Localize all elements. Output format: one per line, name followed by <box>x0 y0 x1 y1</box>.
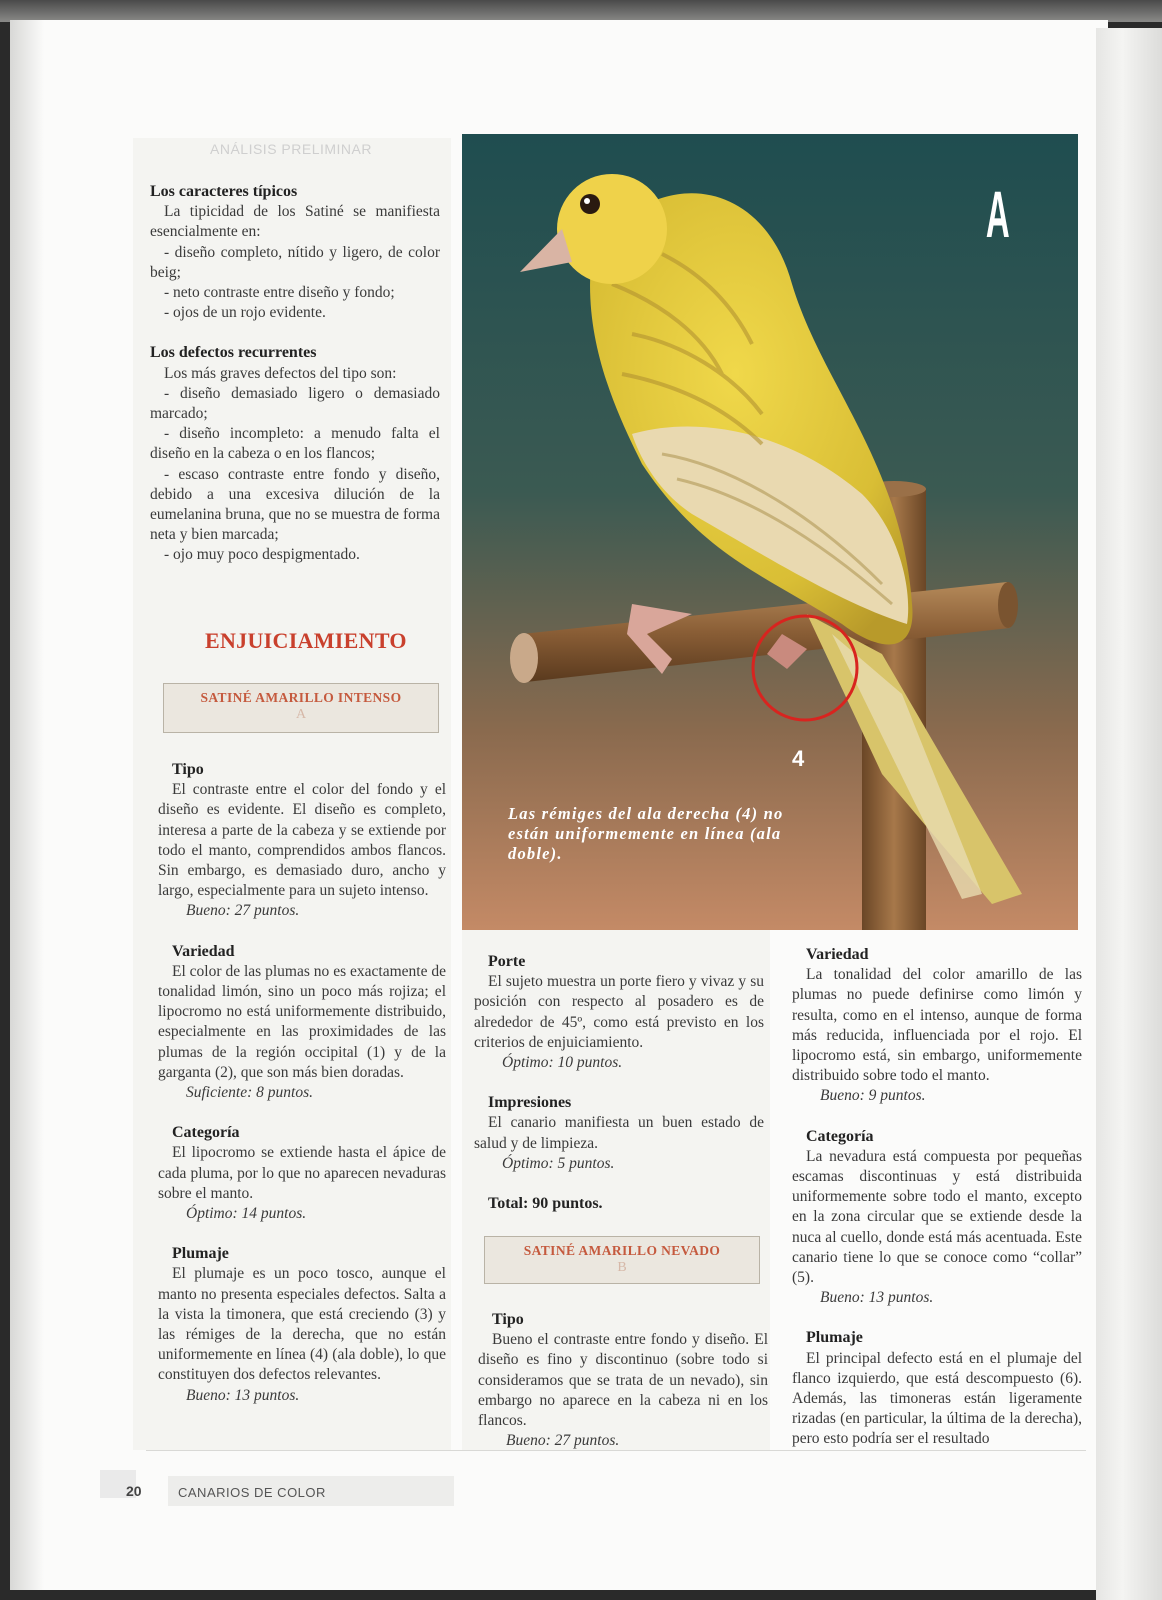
categoria-score: Óptimo: 14 puntos. <box>186 1205 307 1223</box>
tipo-score: Bueno: 27 puntos. <box>186 902 300 920</box>
col2-b-text <box>478 1310 768 1451</box>
impresiones-text: El canario manifiesta un buen estado de salud y de limpieza. <box>474 1114 764 1152</box>
box-a-letter: A <box>295 707 307 722</box>
col3-text <box>792 945 1082 1450</box>
total-score: Total: 90 puntos. <box>488 1195 603 1213</box>
variedad-b-text: La tonalidad del color amarillo de las plumas no puede definirse como limón y resulta, como en el intenso, aunque de forma más reducida, influenciada por el rojo. El lipocromo está, sin embargo, uniformemente distribuido sobre todo el manto. <box>792 966 1082 1085</box>
page-gutter-shadow <box>10 20 44 1590</box>
plumaje-title: Plumaje <box>172 1245 229 1263</box>
typical-title: Los caracteres típicos <box>150 183 298 200</box>
categoria-b-title: Categoría <box>806 1127 874 1145</box>
categoria-title: Categoría <box>172 1124 240 1142</box>
box-b-title: SATINÉ AMARILLO NEVADO <box>523 1243 721 1258</box>
plumaje-score: Bueno: 13 puntos. <box>186 1386 300 1404</box>
page-number: 20 <box>126 1483 142 1499</box>
categoria-text: El lipocromo se extiende hasta el ápice de cada pluma, por lo que no aparecen nevaduras sobre el manto. <box>158 1144 446 1202</box>
judging-heading: ENJUICIAMIENTO <box>205 628 407 653</box>
tipo-title: Tipo <box>172 761 204 778</box>
defects-item: - escaso contraste entre fondo y diseño, debido a una excesiva dilución de la eumelanina bruna, que no se muestra de forma neta y bien marcada; <box>150 465 440 544</box>
variedad-score: Suficiente: 8 puntos. <box>186 1084 313 1102</box>
categoria-b-score: Bueno: 13 puntos. <box>820 1289 934 1307</box>
porte-text: El sujeto muestra un porte fiero y vivaz y su posición con respecto al posadero es de alrededor de 45º, como está previsto en los criterios de enjuiciamiento. <box>474 973 764 1051</box>
tipo-text: El contraste entre el color del fondo y el diseño es evidente. El diseño es completo, interesa a parte de la cabeza y se extiende por todo el manto, comprendidos ambos flancos. Sin embargo, es demasiado duro, ancho y largo, especialmente para un sujeto intenso. <box>158 781 446 900</box>
impresiones-score: Óptimo: 5 puntos. <box>502 1154 615 1172</box>
impresiones-title: Impresiones <box>488 1094 572 1112</box>
box-b-letter: B <box>617 1260 627 1275</box>
footer-book-title <box>168 1476 454 1506</box>
categoria-b-text: La nevadura está compuesta por pequeñas escamas discontinuas y está distribuida uniformemente sobre todo el manto, excepto en la zona circular que se extiende desde la nuca al cuello, donde está más acentuada. Este canario tiene lo que se conoce como “collar” (5). <box>792 1147 1082 1287</box>
photo-caption: Las rémiges del ala derecha (4) no están uniformemente en línea (ala doble). <box>508 804 784 863</box>
porte-score: Óptimo: 10 puntos. <box>502 1054 623 1072</box>
tipo-b-score: Bueno: 27 puntos. <box>506 1432 620 1450</box>
porte-title: Porte <box>488 953 526 970</box>
plumaje-b-title: Plumaje <box>806 1329 863 1347</box>
photo-letter: A <box>986 177 1010 251</box>
typical-item: - neto contraste entre diseño y fondo; <box>164 284 395 302</box>
defects-title: Los defectos recurrentes <box>150 344 317 362</box>
section-header: ANÁLISIS PRELIMINAR <box>210 141 372 157</box>
typical-intro: La tipicidad de los Satiné se manifiesta esencialmente en: <box>150 203 440 241</box>
col1-text <box>158 760 446 1406</box>
left-top-text <box>150 182 440 566</box>
canary-photo <box>462 134 1078 930</box>
col2-text <box>474 952 764 1214</box>
typical-item: - ojos de un rojo evidente. <box>164 304 326 322</box>
book-title: CANARIOS DE COLOR <box>178 1485 326 1500</box>
page-right-edge <box>1096 28 1162 1600</box>
defects-item: - diseño incompleto: a menudo falta el diseño en la cabeza o en los flancos; <box>150 425 440 463</box>
typical-item: - diseño completo, nítido y ligero, de color beig; <box>150 243 440 281</box>
plumaje-text: El plumaje es un poco tosco, aunque el manto no presenta especiales defectos. Salta a la vista la timonera, que está creciendo (3) y las rémiges de la derecha, que no están uniformemente en línea (4) (ala doble), lo que constituyen dos defectos relevantes. <box>158 1265 446 1384</box>
box-a-title: SATINÉ AMARILLO INTENSO <box>200 690 402 705</box>
variedad-title: Variedad <box>172 942 235 960</box>
tipo-b-title: Tipo <box>492 1311 524 1328</box>
box-satine-amarillo-nevado <box>484 1236 760 1284</box>
scan-top-shadow <box>0 0 1162 22</box>
variedad-text: El color de las plumas no es exactamente de tonalidad limón, sino un poco más rojiza; el lipocromo no está uniformemente distribuido, especialmente en las proximidades de las plumas de la región occipital (1) y de la garganta (2), que son más bien doradas. <box>158 962 446 1081</box>
tipo-b-text: Bueno el contraste entre fondo y diseño. El diseño es fino y discontinuo (sobre todo si consideramos que se trata de un nevado), sin embargo no aparece en la cabeza ni en los flancos. <box>478 1331 768 1430</box>
defects-item: - ojo muy poco despigmentado. <box>164 546 360 564</box>
box-satine-amarillo-intenso <box>163 683 439 733</box>
defects-intro: Los más graves defectos del tipo son: <box>164 364 397 382</box>
photo-callout-number: 4 <box>792 746 805 771</box>
defects-item: - diseño demasiado ligero o demasiado marcado; <box>150 384 440 423</box>
variedad-b-title: Variedad <box>806 946 869 963</box>
plumaje-b-text: El principal defecto está en el plumaje del flanco izquierdo, que está descompuesto (6). Además, las timoneras están ligeramente rizadas (en particular, la última de la derecha), pero esto podría ser el resultado <box>792 1349 1082 1448</box>
variedad-b-score: Bueno: 9 puntos. <box>820 1087 926 1105</box>
